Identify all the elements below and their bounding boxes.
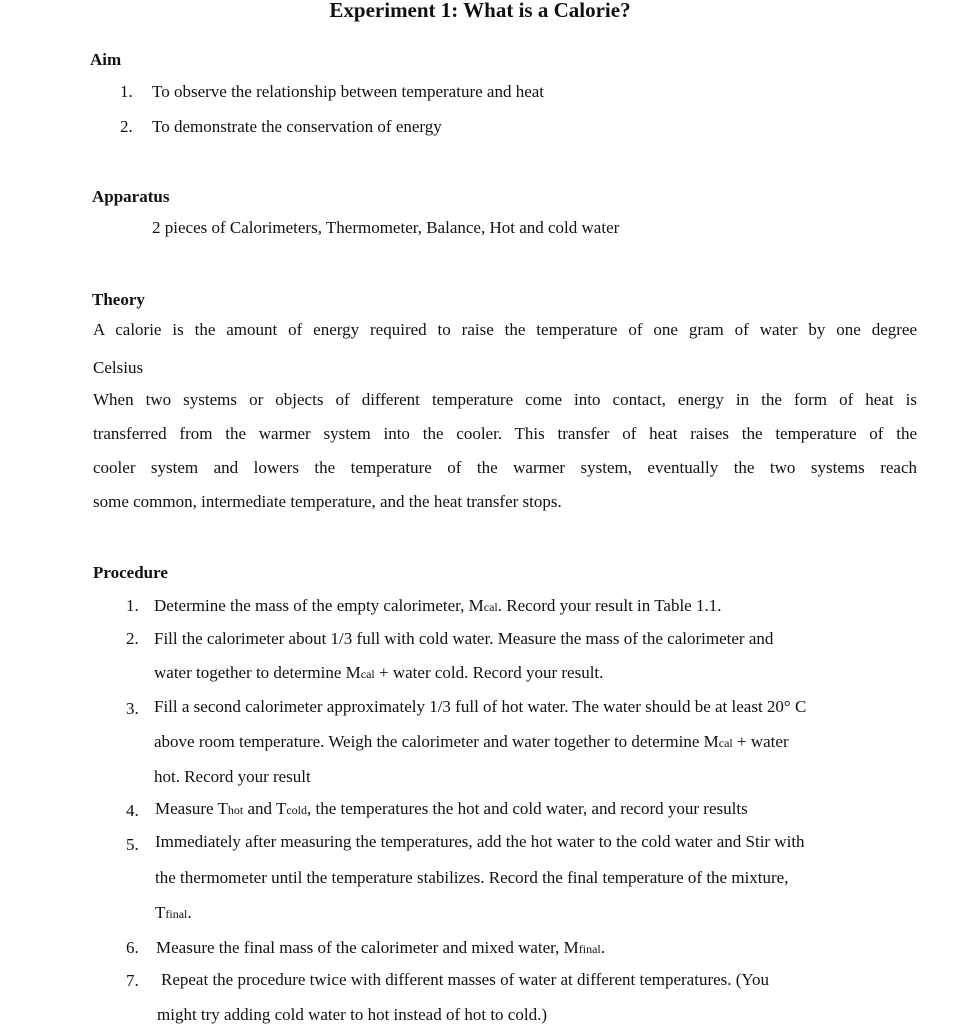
theory-heading: Theory [92,290,145,309]
theory-line: some common, intermediate temperature, and the heat transfer stops. [93,492,562,511]
page-title: Experiment 1: What is a Calorie? [329,0,631,22]
procedure-step-number: 6. [126,938,139,957]
aim-heading: Aim [90,50,122,69]
procedure-step-number: 3. [126,699,139,718]
procedure-step-5-line: the thermometer until the temperature stabilizes. Record the final temperature of the mixture, [155,868,789,887]
procedure-step-7-line: Repeat the procedure twice with different masses of water at different temperatures. (You [161,970,770,989]
apparatus-heading: Apparatus [92,187,170,206]
procedure-step-4: Measure Thot and Tcold, the temperatures the hot and cold water, and record your results [155,799,748,818]
procedure-step-number: 1. [126,596,139,615]
procedure-step-number: 2. [126,629,139,648]
theory-line: When two systems or objects of different temperature come into contact, energy in the form of heat is [93,390,917,409]
apparatus-text: 2 pieces of Calorimeters, Thermometer, Balance, Hot and cold water [152,218,620,237]
procedure-step-5-line: Immediately after measuring the temperatures, add the hot water to the cold water and Stir with [155,832,805,851]
procedure-heading: Procedure [93,563,168,582]
procedure-step-number: 4. [126,801,139,820]
aim-item-text: To demonstrate the conservation of energy [152,117,442,136]
procedure-step-5-line: Tfinal. [155,903,192,922]
procedure-step-7-line: might try adding cold water to hot instead of hot to cold.) [157,1005,547,1024]
theory-line: A calorie is the amount of energy required to raise the temperature of one gram of water by one degree [93,320,917,339]
procedure-step-3-line: hot. Record your result [154,767,311,786]
aim-item-number: 2. [120,117,133,136]
procedure-step-2-line: Fill the calorimeter about 1/3 full with cold water. Measure the mass of the calorimeter and [154,629,774,648]
theory-line: transferred from the warmer system into the cooler. This transfer of heat raises the temperature of the [93,424,917,443]
procedure-step-number: 5. [126,835,139,854]
aim-item-number: 1. [120,82,133,101]
procedure-step-3-line: Fill a second calorimeter approximately 1/3 full of hot water. The water should be at least 20° C [154,697,807,716]
theory-line: Celsius [93,358,144,377]
theory-line: cooler system and lowers the temperature of the warmer system, eventually the two systems reach [93,458,917,477]
aim-item-text: To observe the relationship between temperature and heat [152,82,545,101]
procedure-step-1: Determine the mass of the empty calorimeter, Mcal. Record your result in Table 1.1. [154,596,722,615]
procedure-step-2-line: water together to determine Mcal + water cold. Record your result. [154,663,604,682]
procedure-step-number: 7. [126,971,139,990]
procedure-step-3-line: above room temperature. Weigh the calorimeter and water together to determine Mcal + water [154,732,789,751]
procedure-step-6: Measure the final mass of the calorimeter and mixed water, Mfinal. [156,938,606,957]
